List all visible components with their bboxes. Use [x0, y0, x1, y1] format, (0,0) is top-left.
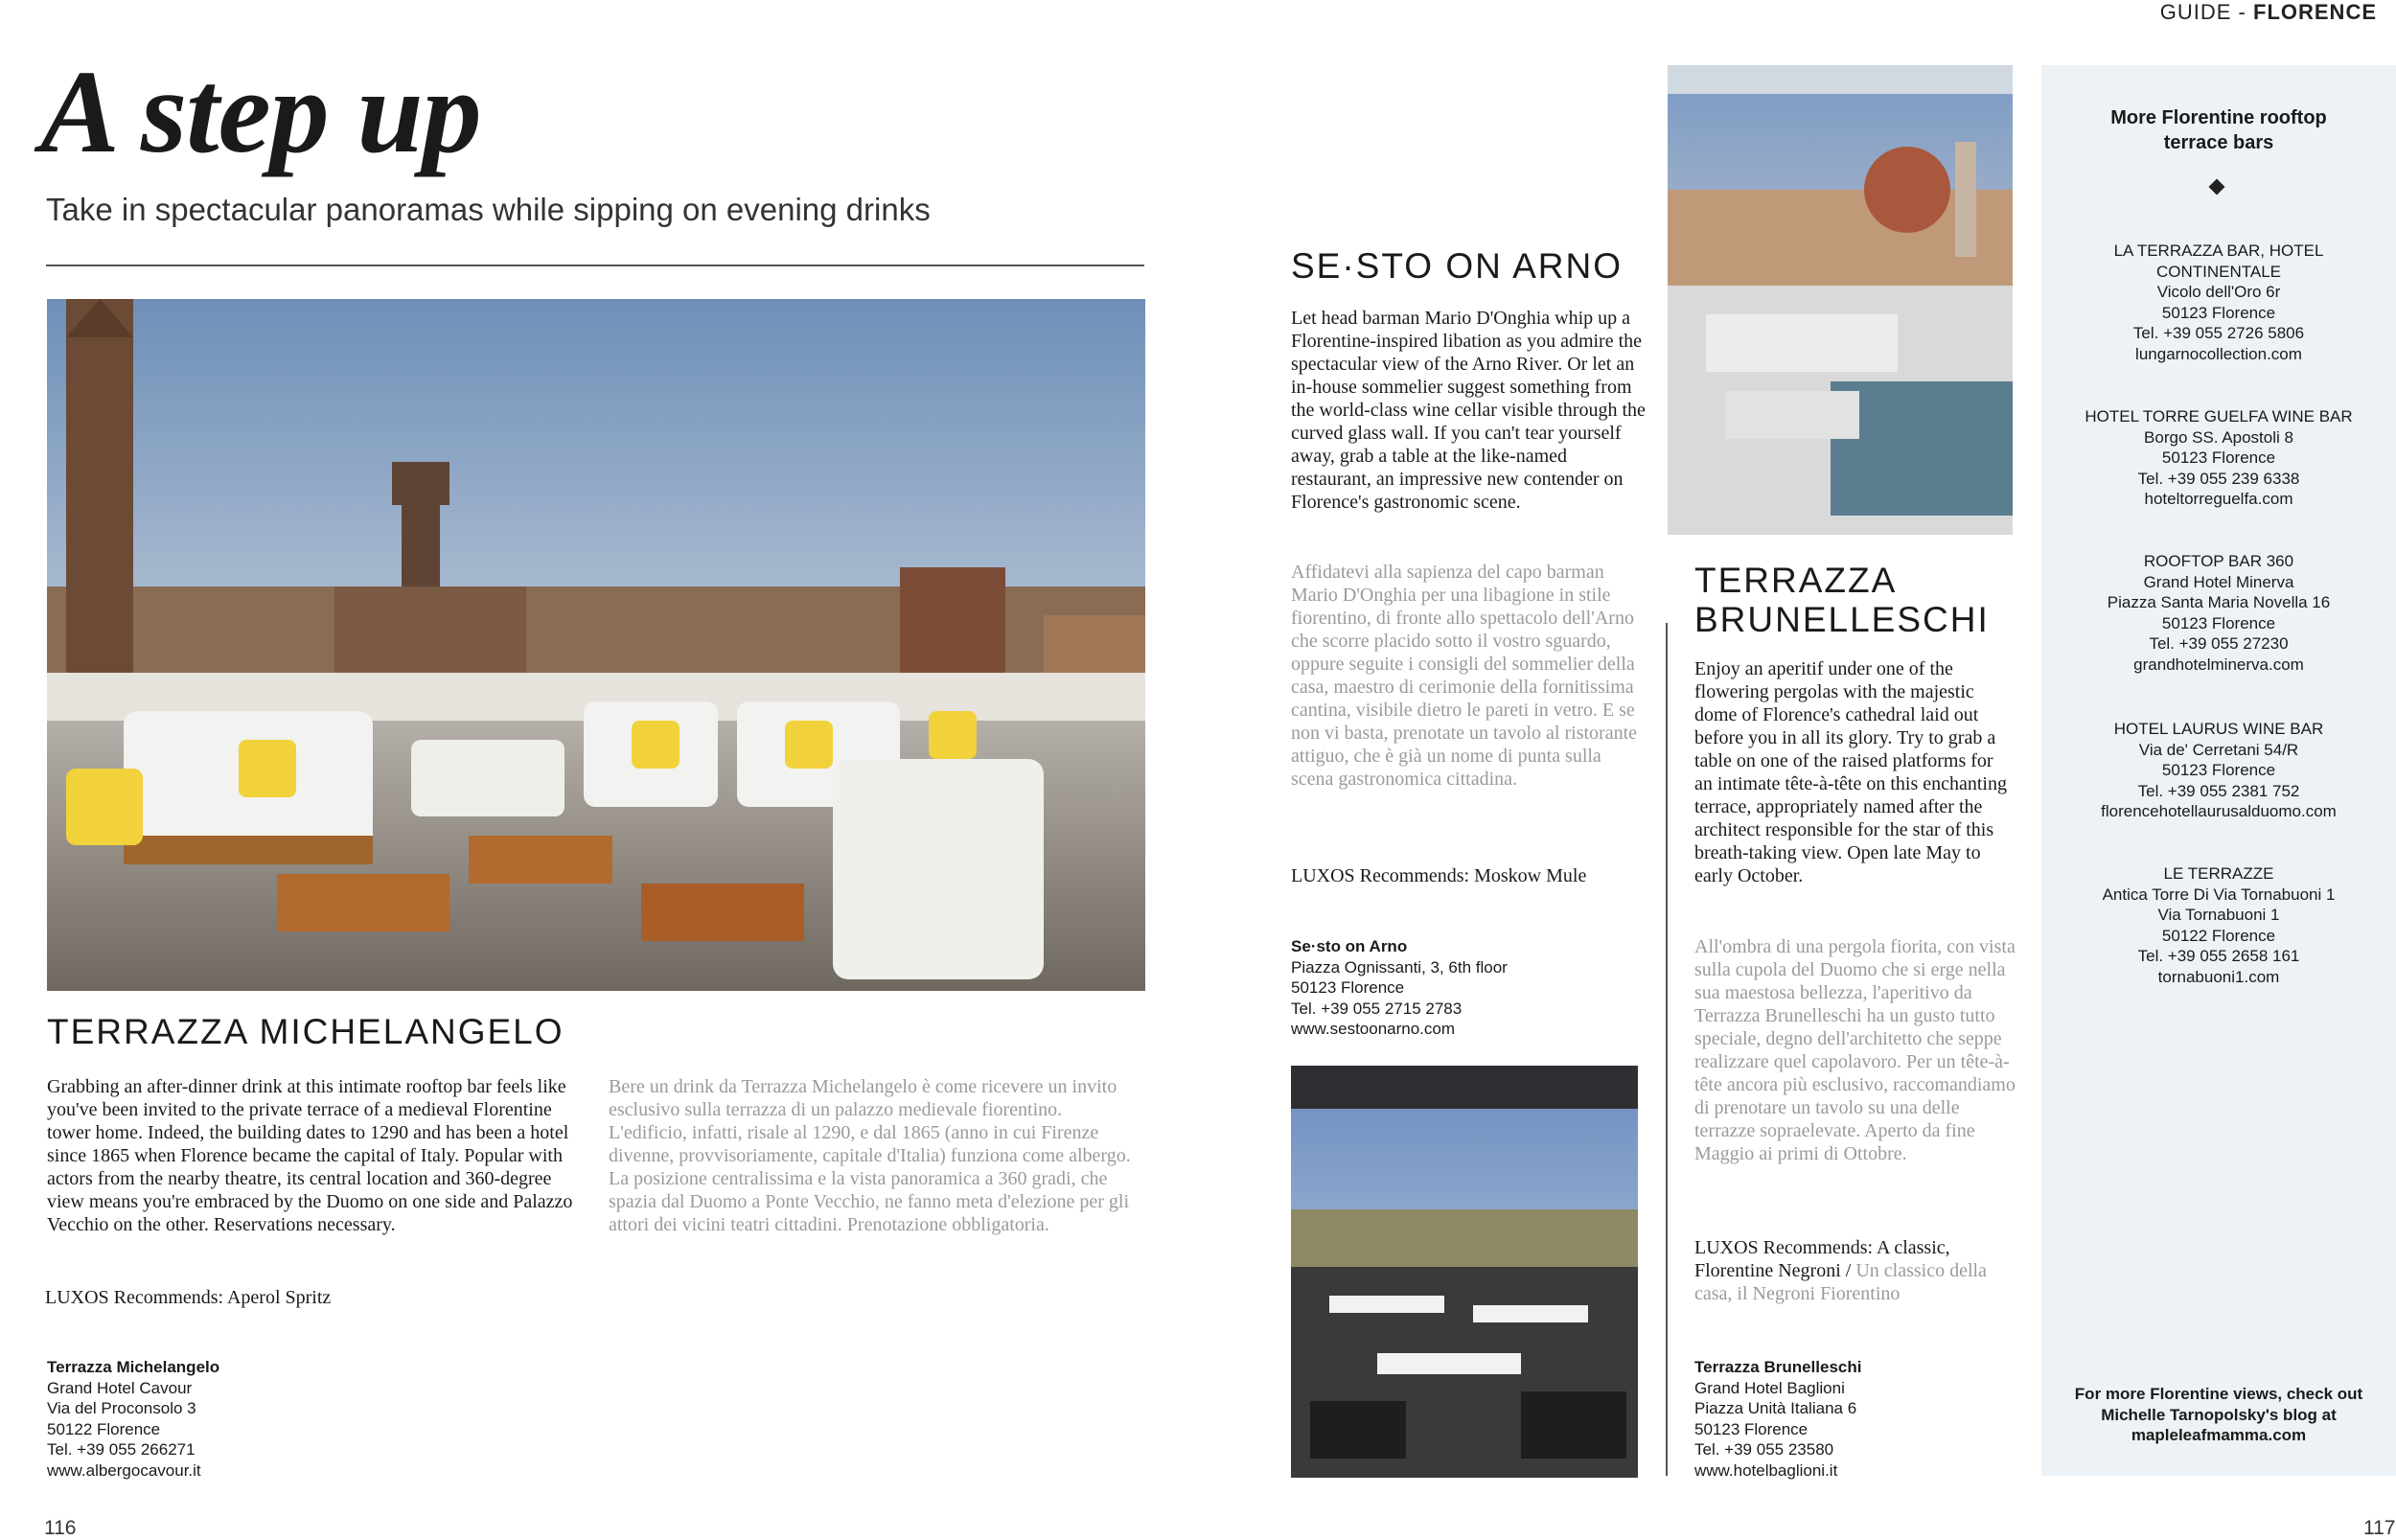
- sesto-recommendation: LUXOS Recommends: Moskow Mule: [1291, 865, 1587, 886]
- brunelleschi-address-line: 50123 Florence: [1694, 1419, 1809, 1438]
- michelangelo-body-italian: Bere un drink da Terrazza Michelangelo è come ricevere un invito esclusivo sulla terrazza di un palazzo medievale fiorentino. L'edificio, infatti, risale al 1290, e dal 1865 (anno in cui Firenze divenne, provvisoriamente, capitale d'Italia) funziona come albergo. La posizione centralissima e la vista panoramica a 360 gradi, che spazia dal Duomo a Ponte Vecchio, ne fanno meta d'elezione per gli attori dei vicini teatri cittadini. Prenotazione obbligatoria.: [609, 1076, 1131, 1235]
- page-number-right: 117: [2363, 1517, 2396, 1539]
- brunelleschi-heading-line: BRUNELLESCHI: [1694, 599, 1990, 639]
- page-title: A step up: [40, 46, 481, 177]
- sidebar-footer-line: Michelle Tarnopolsky's blog at: [2101, 1405, 2337, 1424]
- sidebar-entry-line: lungarnocollection.com: [2135, 344, 2302, 363]
- column-divider: [1666, 623, 1668, 1476]
- sesto-address: [1291, 936, 1508, 1040]
- page-number-left: 116: [44, 1517, 77, 1539]
- sidebar-entry-line: Tel. +39 055 2381 752: [2137, 781, 2300, 800]
- michelangelo-address-line: www.albergocavour.it: [47, 1460, 201, 1480]
- sesto-photo: [1291, 1066, 1638, 1478]
- michelangelo-address-name: Terrazza Michelangelo: [47, 1358, 220, 1376]
- sidebar-entry-line: Tel. +39 055 239 6338: [2137, 469, 2300, 488]
- sidebar-entry-line: Vicolo dell'Oro 6r: [2156, 283, 2281, 301]
- sidebar-entry-line: ROOFTOP BAR 360: [2143, 552, 2294, 570]
- brunelleschi-address-line: www.hotelbaglioni.it: [1694, 1460, 1838, 1480]
- sidebar-entry-line: Tel. +39 055 2726 5806: [2132, 324, 2305, 342]
- sidebar-entry-line: hoteltorreguelfa.com: [2144, 490, 2293, 508]
- sesto-address-line: Tel. +39 055 2715 2783: [1291, 999, 1463, 1018]
- sidebar-entry-line: 50122 Florence: [2161, 926, 2276, 945]
- diamond-ornament-icon: [2209, 179, 2225, 195]
- sidebar-footer-note: [2041, 1384, 2396, 1446]
- michelangelo-address-line: Tel. +39 055 266271: [47, 1440, 196, 1459]
- sidebar-title-line: terrace bars: [2163, 132, 2274, 153]
- sidebar-entry: [2041, 719, 2396, 822]
- brunelleschi-address-line: Grand Hotel Baglioni: [1694, 1378, 1845, 1397]
- sesto-address-line: www.sestoonarno.com: [1291, 1020, 1456, 1038]
- michelangelo-heading: TERRAZZA MICHELANGELO: [47, 1012, 564, 1051]
- page-subtitle: Take in spectacular panoramas while sipping on evening drinks: [46, 192, 931, 227]
- sidebar-more-bars: [2041, 65, 2396, 1476]
- sidebar-entry-line: grandhotelminerva.com: [2133, 655, 2304, 674]
- header-section: GUIDE: [2159, 0, 2232, 24]
- sidebar-title-line: More Florentine rooftop: [2110, 107, 2327, 128]
- sidebar-footer-line: For more Florentine views, check out: [2074, 1385, 2363, 1403]
- brunelleschi-recommendation-italian: Un classico della casa, il Negroni Fiorentino: [1694, 1260, 1987, 1304]
- sidebar-entry-line: Via de' Cerretani 54/R: [2138, 740, 2299, 759]
- sidebar-entry-line: Grand Hotel Minerva: [2143, 572, 2294, 591]
- brunelleschi-photo: [1668, 65, 2013, 535]
- running-header: [2160, 0, 2377, 25]
- sidebar-entry-line: Via Tornabuoni 1: [2157, 906, 2280, 924]
- michelangelo-address-line: Via del Proconsolo 3: [47, 1399, 196, 1417]
- sidebar-entry-line: 50123 Florence: [2161, 303, 2276, 322]
- title-divider: [46, 264, 1144, 266]
- sidebar-title: [2041, 105, 2396, 155]
- sidebar-footer-line: mapleleafmamma.com: [2131, 1426, 2307, 1444]
- sesto-address-name: Se·sto on Arno: [1291, 937, 1408, 955]
- brunelleschi-body-english: Enjoy an aperitif under one of the flowering pergolas with the majestic dome of Florence's cathedral laid out before you in all its glory. Try to grab a table on one of the raised platforms for an intimate tête-à-tête on this enchanting terrace, appropriately named after the architect responsible for the star of this breath-taking view. Open late May to early October.: [1694, 658, 2007, 886]
- michelangelo-address-line: 50122 Florence: [47, 1419, 161, 1438]
- sesto-photo-art: [1291, 1066, 1638, 1478]
- sidebar-entry-line: Tel. +39 055 27230: [2149, 634, 2289, 653]
- sidebar-entry-line: tornabuoni1.com: [2157, 967, 2280, 986]
- sidebar-entry-line: HOTEL TORRE GUELFA WINE BAR: [2085, 407, 2353, 425]
- sidebar-entry-line: Borgo SS. Apostoli 8: [2144, 427, 2293, 447]
- sesto-address-line: Piazza Ognissanti, 3, 6th floor: [1291, 957, 1508, 977]
- sidebar-entry-line: 50123 Florence: [2161, 448, 2276, 467]
- brunelleschi-body-italian: All'ombra di una pergola fiorita, con vista sulla cupola del Duomo che si erge nella sua maestosa bellezza, l'aperitivo da Terrazza Brunelleschi ha un gusto tutto speciale, degno dell'architetto che seppe realizzare quel capolavoro. Per un tête-à-tête ancora più esclusivo, raccomandiamo di prenotare un tavolo su una delle terrazze sopraelevate. Aperto da fine Maggio ai primi di Ottobre.: [1694, 936, 2016, 1164]
- sidebar-entry-line: CONTINENTALE: [2155, 262, 2282, 281]
- sidebar-entry-line: florencehotellaurusalduomo.com: [2101, 802, 2337, 820]
- header-city: FLORENCE: [2253, 0, 2377, 24]
- sidebar-entry: [2041, 406, 2396, 510]
- sidebar-entry-line: Piazza Santa Maria Novella 16: [2107, 593, 2331, 611]
- sidebar-entry: [2041, 863, 2396, 987]
- michelangelo-recommendation: LUXOS Recommends: Aperol Spritz: [45, 1287, 332, 1308]
- brunelleschi-address-line: Piazza Unità Italiana 6: [1694, 1399, 1857, 1417]
- michelangelo-photo-art: [47, 299, 1145, 991]
- sidebar-entry-line: LA TERRAZZA BAR, HOTEL: [2113, 241, 2324, 260]
- michelangelo-body-english: Grabbing an after-dinner drink at this intimate rooftop bar feels like you've been invited to the private terrace of a medieval Florentine tower home. Indeed, the building dates to 1290 and has been a hotel since 1865 when Florence became the capital of Italy. Popular with actors from the nearby theatre, its central location and 360-degree view means you're embraced by the Duomo on one side and Palazzo Vecchio on the other. Reservations necessary.: [47, 1076, 573, 1235]
- sesto-body-italian: Affidatevi alla sapienza del capo barman Mario D'Onghia per una libagione in stile fiorentino, di fronte allo spettacolo dell'Arno che scorre placido sotto il vostro sguardo, oppure seguite i consigli del sommelier della casa, maestro di cerimonie della fornitissima cantina, visibile dietro le pareti in vetro. E se non vi basta, prenotate un tavolo al ristorante attiguo, che è già un nome di punta sulla scena gastronomica cittadina.: [1291, 562, 1638, 790]
- brunelleschi-address-line: Tel. +39 055 23580: [1694, 1440, 1834, 1459]
- sidebar-entry-line: 50123 Florence: [2161, 761, 2276, 779]
- sidebar-entry-line: 50123 Florence: [2161, 613, 2276, 632]
- sidebar-entry-line: Tel. +39 055 2658 161: [2137, 947, 2300, 965]
- michelangelo-address-line: Grand Hotel Cavour: [47, 1378, 193, 1397]
- brunelleschi-photo-art: [1668, 65, 2013, 535]
- sidebar-entry: [2041, 241, 2396, 364]
- michelangelo-address: [47, 1357, 219, 1481]
- sidebar-entry-line: LE TERRAZZE: [2163, 864, 2274, 883]
- brunelleschi-address: [1694, 1357, 1861, 1481]
- sesto-heading: SE·STO ON ARNO: [1291, 246, 1623, 286]
- brunelleschi-recommendation: [1694, 1236, 2016, 1305]
- sidebar-entry-line: HOTEL LAURUS WINE BAR: [2113, 720, 2324, 738]
- brunelleschi-recommendation-english: LUXOS Recommends: A classic, Florentine Negroni /: [1694, 1237, 1950, 1281]
- sidebar-entry-line: Antica Torre Di Via Tornabuoni 1: [2102, 885, 2336, 904]
- sesto-body-english: Let head barman Mario D'Onghia whip up a Florentine-inspired libation as you admire the spectacular view of the Arno River. Or let an in-house sommelier suggest something from the world-class wine cellar visible through the curved glass wall. If you can't tear yourself away, grab a table at the like-named restaurant, an impressive new contender on Florence's gastronomic scene.: [1291, 308, 1646, 513]
- sesto-address-line: 50123 Florence: [1291, 978, 1405, 997]
- sidebar-entry: [2041, 551, 2396, 675]
- brunelleschi-heading: [1694, 562, 1990, 639]
- brunelleschi-address-name: Terrazza Brunelleschi: [1694, 1358, 1862, 1376]
- brunelleschi-heading-line: TERRAZZA: [1694, 561, 1898, 600]
- michelangelo-photo: [47, 299, 1145, 991]
- header-separator: -: [2231, 0, 2253, 24]
